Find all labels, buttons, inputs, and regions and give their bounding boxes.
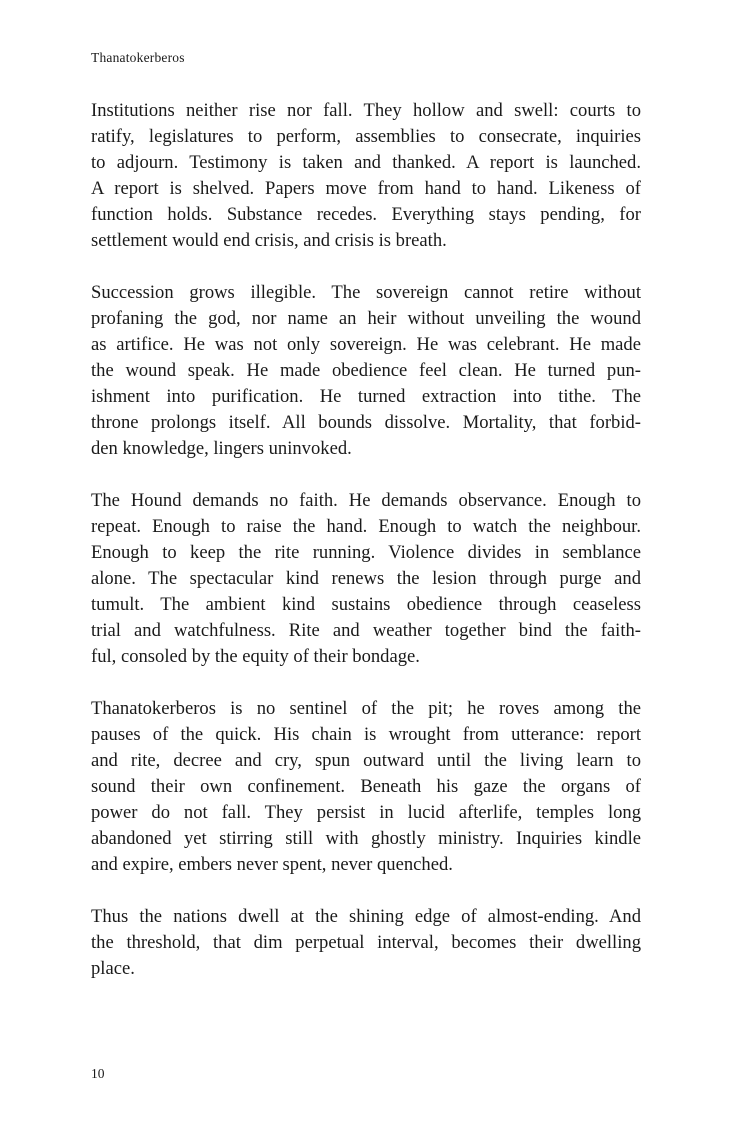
text-line: throne prolongs itself. All bounds dissolve. Mortality, that forbid- bbox=[91, 412, 641, 433]
text-line: as artifice. He was not only sovereign. He was celebrant. He made bbox=[91, 334, 641, 355]
text-line: ishment into purification. He turned extraction into tithe. The bbox=[91, 386, 641, 407]
body-text bbox=[91, 98, 641, 1008]
text-line: pauses of the quick. His chain is wrought from utterance: report bbox=[91, 724, 641, 745]
text-line: tumult. The ambient kind sustains obedience through ceaseless bbox=[91, 594, 641, 615]
paragraph-2 bbox=[91, 280, 641, 462]
text-line: alone. The spectacular kind renews the lesion through purge and bbox=[91, 568, 641, 589]
paragraph-1 bbox=[91, 98, 641, 254]
text-line: A report is shelved. Papers move from hand to hand. Likeness of bbox=[91, 178, 641, 199]
text-line: profaning the god, nor name an heir without unveiling the wound bbox=[91, 308, 641, 329]
text-line: trial and watchfulness. Rite and weather together bind the faith- bbox=[91, 620, 641, 641]
text-line: the wound speak. He made obedience feel clean. He turned pun- bbox=[91, 360, 641, 381]
text-line: and rite, decree and cry, spun outward until the living learn to bbox=[91, 750, 641, 771]
text-line: den knowledge, lingers uninvoked. bbox=[91, 438, 352, 459]
text-line: Thanatokerberos is no sentinel of the pit; he roves among the bbox=[91, 698, 641, 719]
text-line: abandoned yet stirring still with ghostly ministry. Inquiries kindle bbox=[91, 828, 641, 849]
text-line: The Hound demands no faith. He demands observance. Enough to bbox=[91, 490, 641, 511]
text-line: Succession grows illegible. The sovereign cannot retire without bbox=[91, 282, 641, 303]
text-line: Enough to keep the rite running. Violence divides in semblance bbox=[91, 542, 641, 563]
text-line: Thus the nations dwell at the shining edge of almost-ending. And bbox=[91, 906, 641, 927]
text-line: power do not fall. They persist in lucid afterlife, temples long bbox=[91, 802, 641, 823]
text-line: to adjourn. Testimony is taken and thanked. A report is launched. bbox=[91, 152, 641, 173]
text-line: ful, consoled by the equity of their bondage. bbox=[91, 646, 420, 667]
paragraph-5 bbox=[91, 904, 641, 982]
text-line: repeat. Enough to raise the hand. Enough to watch the neighbour. bbox=[91, 516, 641, 537]
running-head-title: Thanatokerberos bbox=[91, 50, 185, 65]
page-number: 10 bbox=[91, 1066, 105, 1081]
text-line: settlement would end crisis, and crisis is breath. bbox=[91, 230, 447, 251]
text-line: ratify, legislatures to perform, assemblies to consecrate, inquiries bbox=[91, 126, 641, 147]
text-line: the threshold, that dim perpetual interval, becomes their dwelling bbox=[91, 932, 641, 953]
text-line: function holds. Substance recedes. Everything stays pending, for bbox=[91, 204, 641, 225]
text-line: and expire, embers never spent, never quenched. bbox=[91, 854, 453, 875]
text-line: place. bbox=[91, 958, 135, 979]
paragraph-4 bbox=[91, 696, 641, 878]
text-line: sound their own confinement. Beneath his gaze the organs of bbox=[91, 776, 641, 797]
text-line: Institutions neither rise nor fall. They hollow and swell: courts to bbox=[91, 100, 641, 121]
paragraph-3 bbox=[91, 488, 641, 670]
